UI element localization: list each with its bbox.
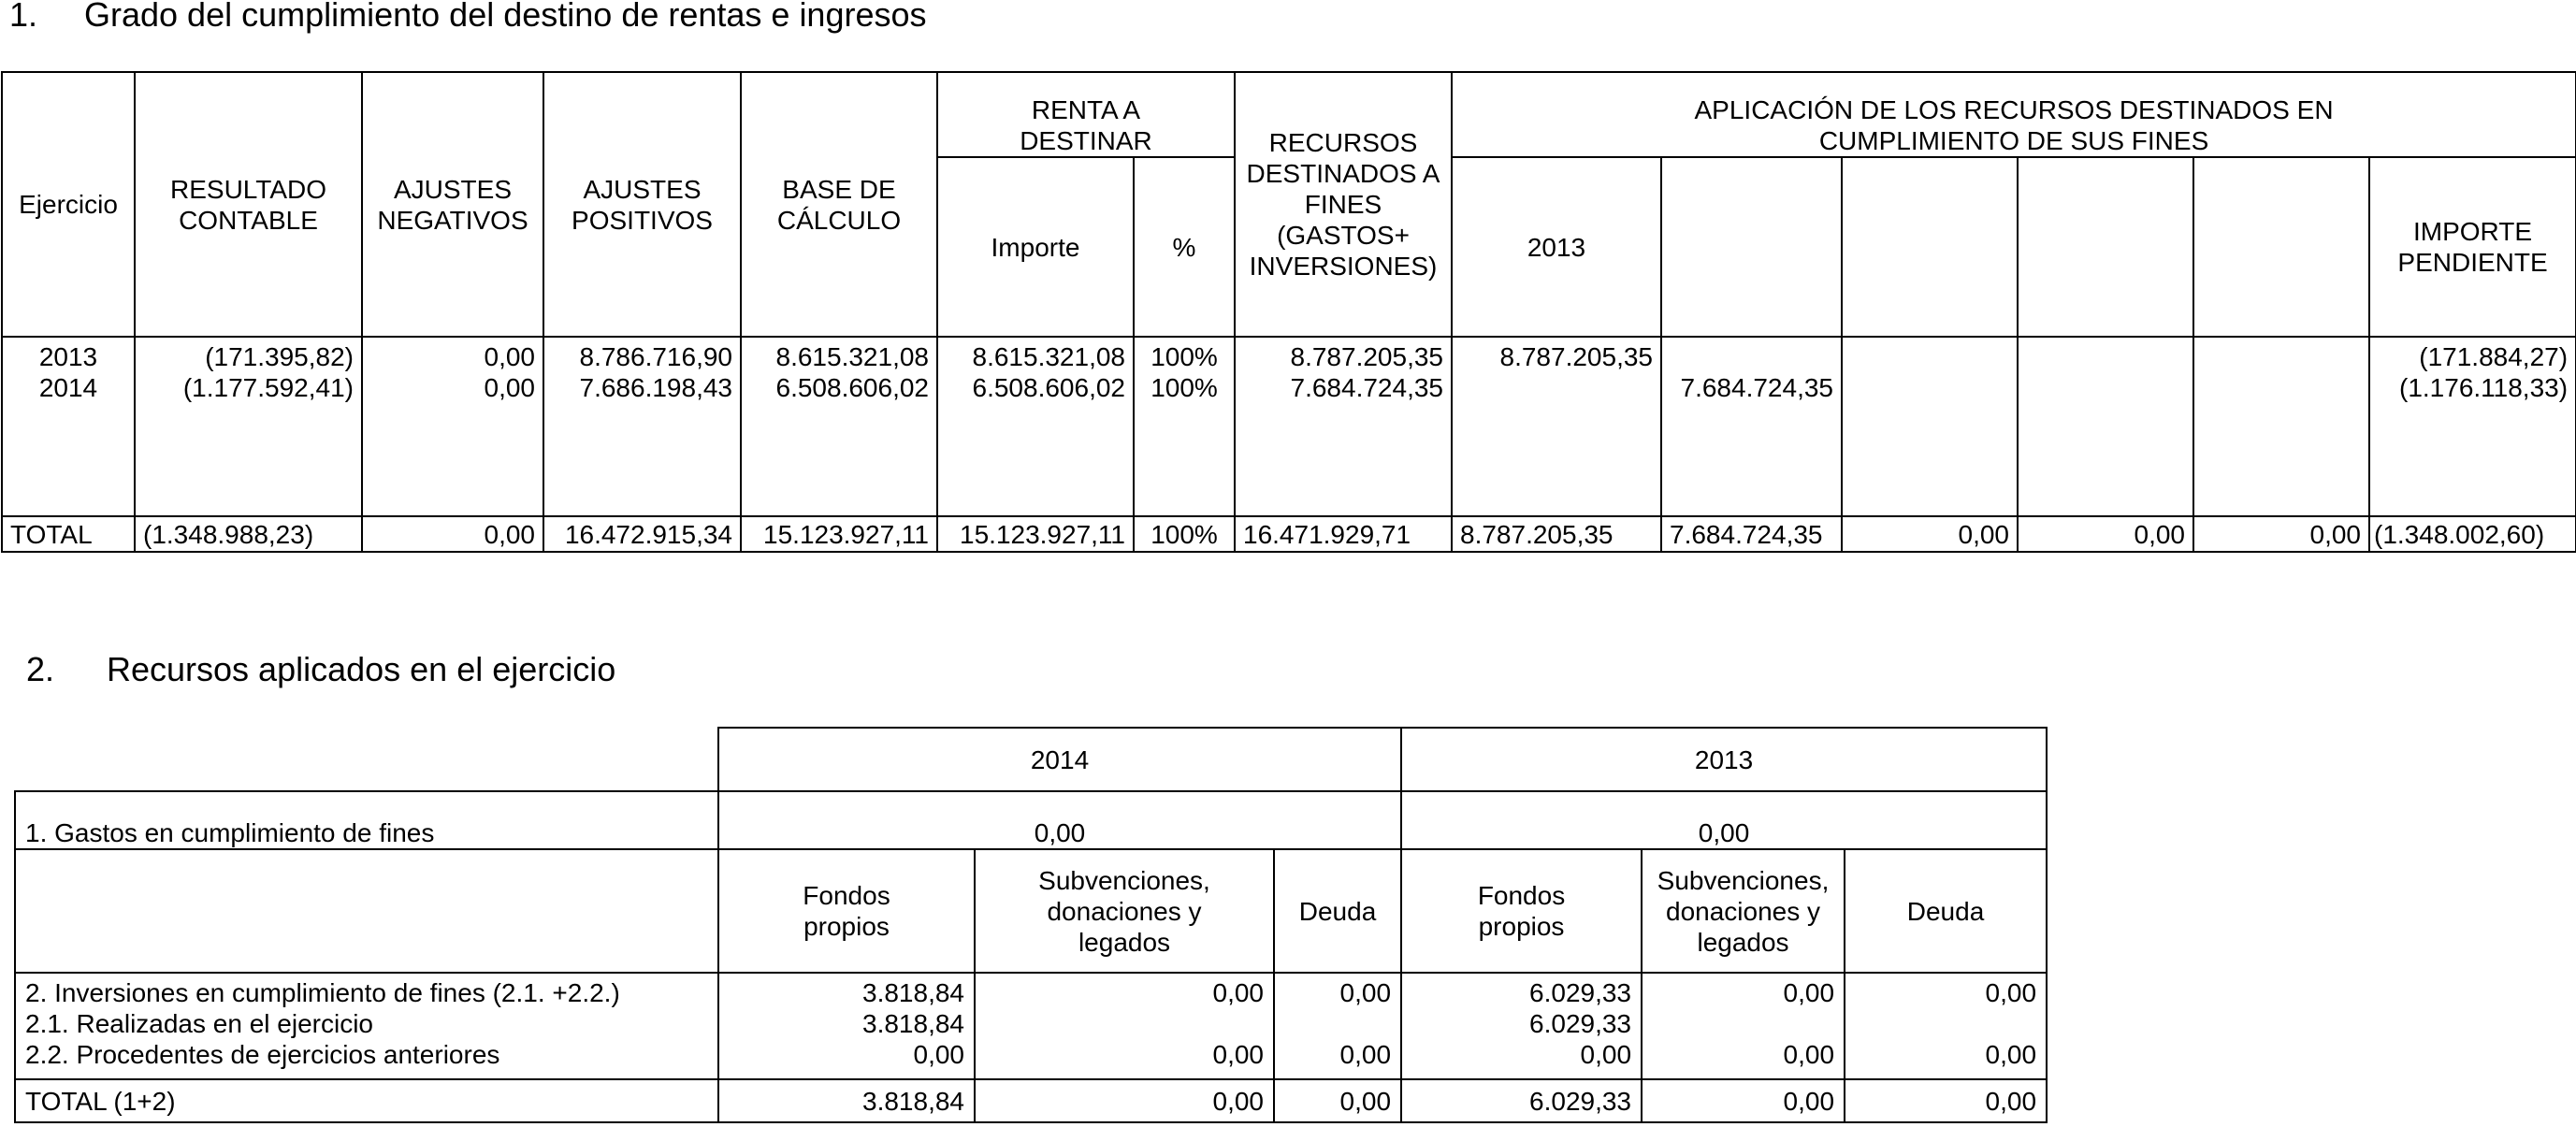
total2-fondos-a: 3.818,84 [718, 1079, 975, 1122]
total-aplicacion-col3: 0,00 [1842, 516, 2018, 552]
total-ajustes-positivos: 16.472.915,34 [543, 516, 741, 552]
header-ajustes-negativos: AJUSTES NEGATIVOS [362, 72, 543, 337]
subheader-deuda-a: Deuda [1274, 849, 1401, 973]
table-row-pendiente: (171.884,27) (1.176.118,33) [2369, 337, 2576, 516]
header-year-blank-4 [2193, 157, 2369, 337]
total-ajustes-negativos: 0,00 [362, 516, 543, 552]
total-percent: 100% [1134, 516, 1235, 552]
table-row-percent: 100% 100% [1134, 337, 1235, 516]
header-resultado-contable: RESULTADO CONTABLE [135, 72, 362, 337]
section2-title: Recursos aplicados en el ejercicio [107, 650, 616, 688]
section1-title: Grado del cumplimiento del destino de rentas e ingresos [84, 0, 927, 34]
table-row-aplicacion-2013: 8.787.205,35 [1452, 337, 1661, 516]
total-aplicacion-col2: 7.684.724,35 [1661, 516, 1842, 552]
header-year-blank-1 [1661, 157, 1842, 337]
header-year-blank-3 [2018, 157, 2193, 337]
table-row-ajustes-positivos: 8.786.716,90 7.686.198,43 [543, 337, 741, 516]
section2-heading [26, 651, 615, 688]
total-resultado: (1.348.988,23) [135, 516, 362, 552]
table-row-labels: 2. Inversiones en cumplimiento de fines (2.1. +2.2.) 2.1. Realizadas en el ejercicio 2.2. Procedentes de ejercicios anteriores [15, 973, 718, 1079]
subheader-empty [15, 849, 718, 973]
table-row-resultado: (171.395,82) (1.177.592,41) [135, 337, 362, 516]
section1-number: 1. [9, 0, 38, 34]
table-row-base-calculo: 8.615.321,08 6.508.606,02 [741, 337, 937, 516]
header-year-b: 2013 [1401, 728, 2047, 791]
header-percent: % [1134, 157, 1235, 337]
subheader-subvenciones-b: Subvenciones, donaciones y legados [1642, 849, 1845, 973]
destino-rentas-table [1, 71, 2576, 553]
total2-label: TOTAL (1+2) [15, 1079, 718, 1122]
total-base-calculo: 15.123.927,11 [741, 516, 937, 552]
table-row-aplicacion-col3 [1842, 337, 2018, 516]
total2-deuda-a: 0,00 [1274, 1079, 1401, 1122]
table-row-fondos-a: 3.818,84 3.818,84 0,00 [718, 973, 975, 1079]
total-label: TOTAL [2, 516, 135, 552]
table-row-deuda-a: 0,00 0,00 [1274, 973, 1401, 1079]
table-row-aplicacion-col2: 7.684.724,35 [1661, 337, 1842, 516]
header-base-calculo: BASE DE CÁLCULO [741, 72, 937, 337]
total-recursos: 16.471.929,71 [1235, 516, 1452, 552]
subheader-fondos-a: Fondos propios [718, 849, 975, 973]
table-row-aplicacion-col4 [2018, 337, 2193, 516]
gastos-label: 1. Gastos en cumplimiento de fines [15, 791, 718, 849]
header-ajustes-positivos: AJUSTES POSITIVOS [543, 72, 741, 337]
subheader-subvenciones-a: Subvenciones, donaciones y legados [975, 849, 1274, 973]
table-row-aplicacion-col5 [2193, 337, 2369, 516]
total2-subvenciones-b: 0,00 [1642, 1079, 1845, 1122]
header-renta-a-destinar: RENTA A DESTINAR [937, 72, 1235, 157]
total2-deuda-b: 0,00 [1845, 1079, 2047, 1122]
table-row-ejercicio: 2013 2014 [2, 337, 135, 516]
table-row-ajustes-negativos: 0,00 0,00 [362, 337, 543, 516]
table-row-fondos-b: 6.029,33 6.029,33 0,00 [1401, 973, 1642, 1079]
header-importe-pendiente: IMPORTE PENDIENTE [2369, 157, 2576, 337]
table-row-recursos: 8.787.205,35 7.684.724,35 [1235, 337, 1452, 516]
header-importe: Importe [937, 157, 1134, 337]
table-row-subvenciones-b: 0,00 0,00 [1642, 973, 1845, 1079]
header-ejercicio: Ejercicio [2, 72, 135, 337]
section2-number: 2. [26, 650, 55, 688]
total-aplicacion-2013: 8.787.205,35 [1452, 516, 1661, 552]
header-aplicacion-recursos: APLICACIÓN DE LOS RECURSOS DESTINADOS EN CUMPLIMIENTO DE SUS FINES [1452, 72, 2576, 157]
total-pendiente: (1.348.002,60) [2369, 516, 2576, 552]
header-year-blank-2 [1842, 157, 2018, 337]
total-aplicacion-col5: 0,00 [2193, 516, 2369, 552]
table-row-importe: 8.615.321,08 6.508.606,02 [937, 337, 1134, 516]
total2-fondos-b: 6.029,33 [1401, 1079, 1642, 1122]
gastos-value-a: 0,00 [718, 791, 1401, 849]
section1-heading [9, 0, 927, 34]
total2-subvenciones-a: 0,00 [975, 1079, 1274, 1122]
table-row-subvenciones-a: 0,00 0,00 [975, 973, 1274, 1079]
header-year-a: 2014 [718, 728, 1401, 791]
gastos-value-b: 0,00 [1401, 791, 2047, 849]
subheader-fondos-b: Fondos propios [1401, 849, 1642, 973]
header-year-2013: 2013 [1452, 157, 1661, 337]
subheader-deuda-b: Deuda [1845, 849, 2047, 973]
table-row-deuda-b: 0,00 0,00 [1845, 973, 2047, 1079]
total-aplicacion-col4: 0,00 [2018, 516, 2193, 552]
total-importe: 15.123.927,11 [937, 516, 1134, 552]
header-empty [15, 728, 718, 791]
header-recursos-destinados: RECURSOS DESTINADOS A FINES (GASTOS+ INVERSIONES) [1235, 72, 1452, 337]
recursos-aplicados-table [14, 727, 2048, 1123]
